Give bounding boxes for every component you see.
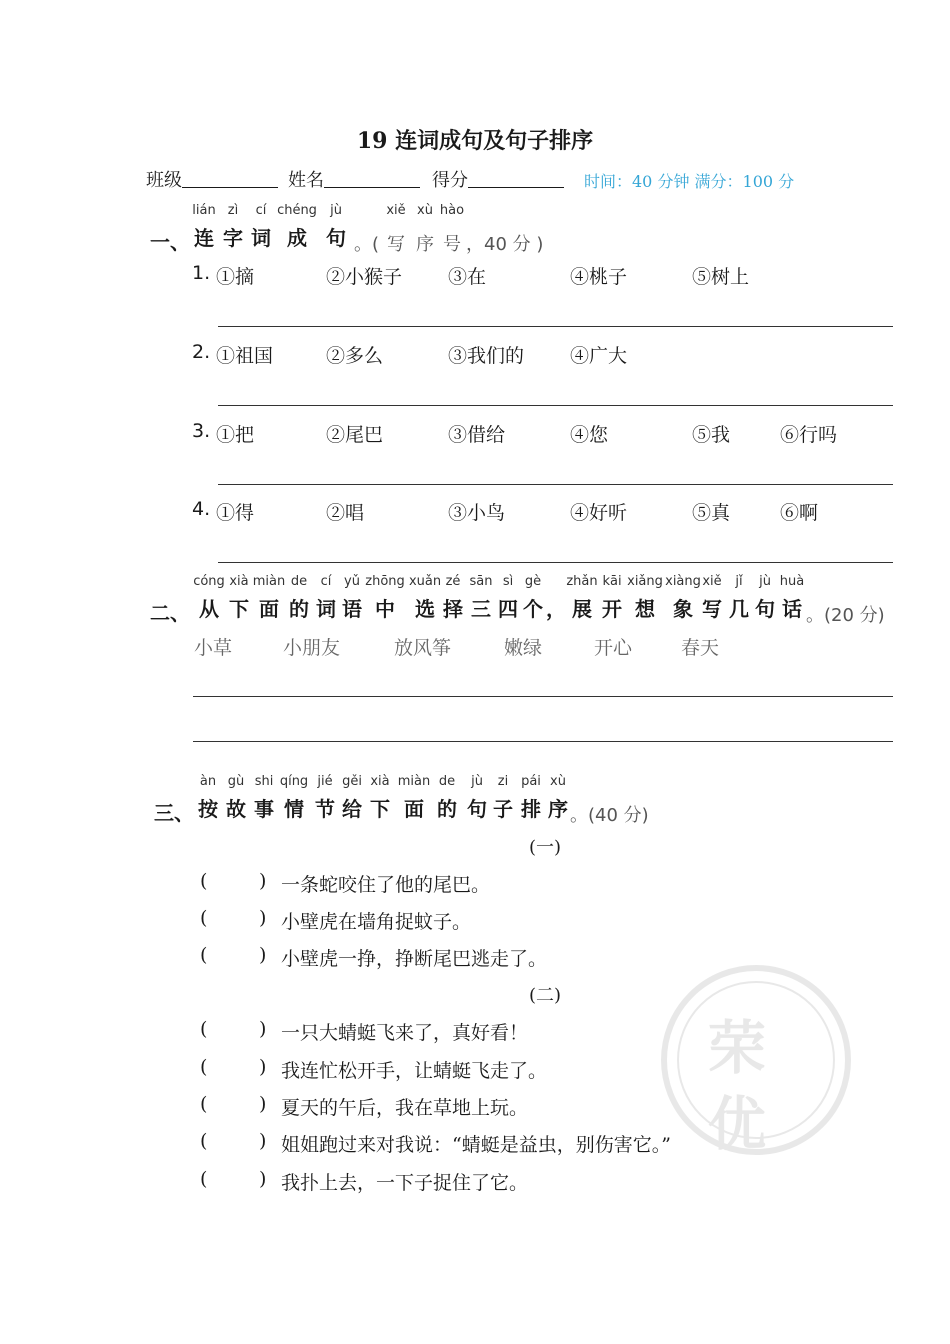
paren-open: ( [200,944,208,966]
paren-close: ) [259,1093,267,1115]
name-label: 姓名 [288,170,324,191]
paren-close: ) [259,1130,267,1152]
class-field [146,166,278,192]
answer-line[interactable] [218,405,893,406]
word-card: ②尾巴 [326,424,384,446]
section-3-number: 三、 [154,801,194,825]
section-2-number: 二、 [150,601,190,625]
word-card: ③小鸟 [448,502,506,524]
answer-blank[interactable] [212,1018,256,1040]
sentence: 小壁虎一挣，挣断尾巴逃走了。 [281,948,548,970]
answer-blank[interactable] [212,1130,256,1152]
paren-open: ( [200,1056,208,1078]
question-number: 1. [192,262,211,284]
score-label: 得分 [432,170,468,191]
score-blank[interactable] [468,169,564,188]
page-title: 19 连词成句及句子排序 [356,128,594,154]
word-bank-item: 放风筝 [394,637,452,659]
watermark-seal [656,940,767,1180]
word-bank-item: 春天 [681,637,720,659]
name-field [288,166,420,192]
word-card: ③在 [448,266,487,288]
paren-open: ( [200,1130,208,1152]
word-card: ①得 [216,502,255,524]
paren-open: ( [200,1018,208,1040]
seal-char-1: 荣 [708,1014,767,1082]
word-card: ⑤树上 [692,266,750,288]
sentence: 我扑上去，一下子捉住了它。 [281,1172,529,1194]
paren-open: ( [200,870,208,892]
word-card: ④桃子 [570,266,628,288]
section-1-note-close: ，40 分 ) [466,234,544,255]
answer-line[interactable] [218,326,893,327]
word-bank-item: 嫩绿 [504,637,543,659]
word-bank-item: 小朋友 [283,637,341,659]
answer-blank[interactable] [212,1168,256,1190]
answer-blank[interactable] [212,1093,256,1115]
word-card: ④您 [570,424,609,446]
answer-blank[interactable] [212,1056,256,1078]
part-1-title: (一) [529,837,562,858]
sentence: 我连忙松开手，让蜻蜓飞走了。 [281,1060,548,1082]
word-card: ⑥啊 [780,502,819,524]
word-bank-item: 开心 [594,637,633,659]
section-2-score-note: 。(20 分) [806,605,885,626]
word-card: ②唱 [326,502,365,524]
time-score-info: 时间：40 分钟 满分：100 分 [584,172,795,191]
part-2-title: (二) [529,985,562,1006]
answer-blank[interactable] [212,870,256,892]
section-1-score-note: 。( [354,234,380,255]
paren-close: ) [259,907,267,929]
paren-open: ( [200,907,208,929]
word-card: ③我们的 [448,345,525,367]
word-bank-item: 小草 [194,637,233,659]
sentence: 一条蛇咬住了他的尾巴。 [281,874,491,896]
word-card: ①摘 [216,266,255,288]
word-card: ⑤我 [692,424,731,446]
paren-close: ) [259,1056,267,1078]
answer-line[interactable] [218,484,893,485]
class-blank[interactable] [182,169,278,188]
answer-blank[interactable] [212,907,256,929]
question-number: 4. [192,498,211,520]
paren-open: ( [200,1093,208,1115]
word-card: ③借给 [448,424,506,446]
paren-close: ) [259,1168,267,1190]
word-card: ②小猴子 [326,266,403,288]
word-card: ②多么 [326,345,384,367]
class-label: 班级 [146,170,182,191]
question-number: 2. [192,341,211,363]
section-1-number: 一、 [150,230,190,254]
word-card: ①祖国 [216,345,274,367]
sentence: 姐姐跑过来对我说：“蜻蜓是益虫，别伤害它。” [281,1134,671,1156]
section-3-score-note: 。(40 分) [570,805,649,826]
word-card: ④广大 [570,345,628,367]
seal-icon [656,940,856,1180]
word-card: ⑥行吗 [780,424,838,446]
answer-line[interactable] [193,741,893,742]
paren-close: ) [259,1018,267,1040]
sentence: 一只大蜻蜓飞来了，真好看！ [281,1022,529,1044]
seal-char-2: 优 [708,1090,767,1158]
answer-line[interactable] [218,562,893,563]
word-card: ①把 [216,424,255,446]
name-blank[interactable] [324,169,420,188]
answer-line[interactable] [193,696,893,697]
word-card: ⑤真 [692,502,731,524]
question-number: 3. [192,420,211,442]
paren-close: ) [259,870,267,892]
sentence: 小壁虎在墙角捉蚊子。 [281,911,472,933]
answer-blank[interactable] [212,944,256,966]
paren-open: ( [200,1168,208,1190]
word-card: ④好听 [570,502,628,524]
sentence: 夏天的午后，我在草地上玩。 [281,1097,529,1119]
paren-close: ) [259,944,267,966]
score-field [432,166,564,192]
